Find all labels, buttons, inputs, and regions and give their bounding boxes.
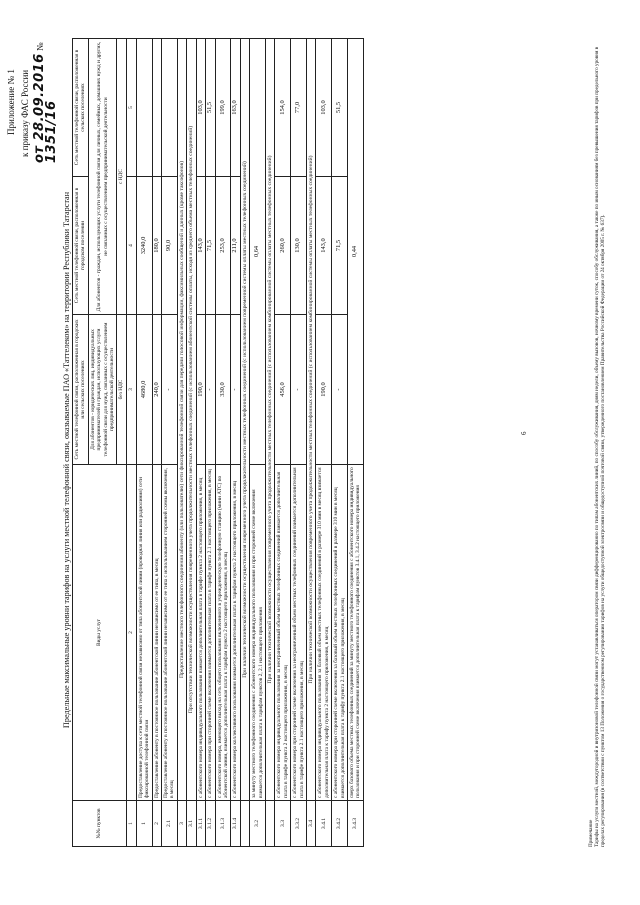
row-value: 51,5 [206, 39, 215, 177]
row-value: 77,0 [291, 39, 307, 177]
row-num: 3.1.3 [215, 801, 231, 847]
row-value: 90,0 [162, 177, 178, 315]
row-num: 3.3 [275, 801, 291, 847]
row-num: 3.4.3 [348, 801, 364, 847]
section-row: 3 Предоставление местного телефонного соединения абоненту (или пользователю) сети фиксированной телефонной связи для передачи голосовой информации, факсимильных сообщений и данных (кроме таксофонов) [177, 39, 186, 847]
row-service: Предоставление абоненту в постоянное пользование абонентской линии независимо от ее типа с использованием сторонней схемы включения, в месяц [162, 465, 178, 801]
index-cell: 4 [126, 177, 136, 315]
row-service: за минуту местного телефонного соединения с абонентского номера индивидуального пользования и при сторонней схеме включения взимается дополнительная плата к тарифам пунктов 2, 2.1 настоящего приложения [250, 465, 266, 801]
table-row [291, 39, 307, 847]
row-num: 3.1.2 [206, 801, 215, 847]
table-index-row [126, 39, 136, 847]
row-num: 3.1.1 [196, 801, 205, 847]
appendix-number-prefix: № [35, 42, 45, 52]
section-row [265, 39, 274, 847]
vat-without: без НДС [117, 315, 126, 465]
header-rural: Сеть местной телефонной связи, расположенная в сельских поселениях [73, 39, 89, 177]
row-service: с абонентского номера, имеющего выход на сеть общего пользования включенного в учрежденческую телефонную станцию (мини АТС) по абонентской линии, взимается дополнительная плата к тарифам пункта 2 настоящего приложения, в месяц [215, 465, 231, 801]
row-value: 180,0 [152, 177, 161, 315]
appendix-date-line [34, 0, 58, 163]
notes-label: Примечание [588, 819, 594, 847]
row-num: 3.4.1 [316, 801, 332, 847]
row-value: 103,0 [196, 39, 205, 177]
row-num: 3.2 [250, 801, 266, 847]
table-row [275, 39, 291, 847]
row-service: с абонентского номера индивидуального пользования за базовый объем местных телефонных соединений в размере 310 мин в месяц взимается дополнительная плата к тарифу пункта 2 настоящего приложения, в месяц [316, 465, 332, 801]
row-value: - [332, 315, 348, 465]
row-value [162, 39, 178, 177]
notes-text: Тарифы на услуги местной, междугородной и внутризоновой телефонной связи могут устанавливаться оператором связи дифференцированно по типам абонентских линий, по способу обслуживания, дням недели, объему вызовов, ночному времени суток, способу обслуживания, а также по иным основаниям без превышения тарифов при предельного уровня в пределах регулирования (в соответствии с пунктом 13 Положения о государственном регулировании тарифов на услуги общедоступной электросвязи и общедоступной почтовой связи, утвержденного постановлением Правительства Российской Федерации от 24 октября 2005 г. № 637). [594, 46, 607, 847]
table-row [196, 39, 205, 847]
index-cell: 2 [126, 465, 136, 801]
table-row [250, 39, 266, 847]
row-value [152, 39, 161, 177]
table-row [162, 39, 178, 847]
row-value: 240,0 [152, 315, 161, 465]
appendix-date: от 28.09.2016 [32, 53, 47, 163]
row-value: 190,0 [196, 315, 205, 465]
row-value: 154,0 [275, 39, 291, 177]
index-cell: 1 [126, 801, 136, 847]
row-value: 71,5 [332, 177, 348, 315]
table-header-row [73, 39, 89, 847]
row-service: с абонентского номера индивидуального пользования за неограниченный объем местных телефонных соединений взимается дополнительная плата в тарифе пункта 2 настоящего приложения, в месяц [275, 465, 291, 801]
group-citizens: Для абонентов - граждан, использующих услуги телефонной связи для личных, семейных, домашних нужд и других, не связанных с осуществлением предпринимательской деятельности [88, 39, 117, 315]
section-32-title: При наличии технической возможности осуществления повременного учета продолжительности местных телефонных соединений (с использованием повременной системы оплаты местных телефонных соединений) [240, 39, 249, 801]
row-num: 1 [136, 801, 152, 847]
group-legal: Для абонентов - юридических лиц, индивидуальных предпринимателей и граждан, использующих услуги телефонной связи для нужд, связанных с осуществлением предпринимательской деятельности [88, 315, 117, 465]
row-service: Предоставление абоненту в постоянное пользование абонентской линии независимо от ее типа, в месяц [152, 465, 161, 801]
row-value: 130,0 [291, 177, 307, 315]
row-value: - [206, 315, 215, 465]
row-value: 0,44 [348, 39, 364, 465]
table-row [136, 39, 152, 847]
header-num: №№ пунктов [73, 801, 127, 847]
appendix-order: к приказу ФАС России [20, 69, 30, 157]
vat-with: с НДС [117, 39, 126, 315]
row-value: - [291, 315, 307, 465]
header-service: Виды услуг [73, 465, 127, 801]
row-value: 143,0 [316, 177, 332, 315]
table-row [348, 39, 364, 847]
row-value: - [231, 315, 240, 465]
row-value: 456,0 [275, 315, 291, 465]
section-3-title: Предоставление местного телефонного соединения абоненту (или пользователю) сети фиксированной телефонной связи для передачи голосовой информации, факсимильных сообщений и данных (кроме таксофонов) [177, 39, 186, 801]
row-service: с абонентского номера индивидуального пользования взимается дополнительная плата в тарифе пункта 2 настоящего приложения, в месяц [196, 465, 205, 801]
row-value: 143,0 [196, 177, 205, 315]
table-row [231, 39, 240, 847]
table-row [152, 39, 161, 847]
tariff-table [72, 38, 364, 847]
table-row [206, 39, 215, 847]
row-service: с абонентского номера при сторонней схеме включения взимается дополнительная плата в тарифе пункта 2.1 настоящего приложения, в месяц [206, 465, 215, 801]
row-value: 253,0 [215, 177, 231, 315]
row-num: 3.3.2 [291, 801, 307, 847]
section-34-title: При наличии технической возможности осуществления повременного учета продолжительности местных телефонных соединений (с использованием комбинированной системы оплаты местных телефонных соединений) [306, 39, 315, 801]
row-value: 3240,0 [136, 177, 152, 315]
row-num: 3.4.2 [332, 801, 348, 847]
row-num: 3.4 [306, 801, 315, 847]
row-service: с абонентского номера при сторонней схеме включения за базовый объем местных телефонных соединений в размере 310 мин в месяц взимается дополнительная плата к тарифу пункта 2.1 настоящего приложения, в месяц [332, 465, 348, 801]
row-value: 0,64 [250, 39, 266, 465]
appendix-label: Приложение № 1 [6, 69, 16, 135]
table-row [332, 39, 348, 847]
header-urban: Сеть местной телефонной связи, расположенная в городских или сельских поселениях [73, 315, 89, 465]
row-service: сверх базового объема местных телефонных соединений за минуту местного телефонного соединения с абонентского номера индивидуального пользования и при сторонней схеме включения взимается дополнительная плата к тарифам пунктов 3.4.1, 3.4.2 настоящего приложения [348, 465, 364, 801]
document-title: Предельные максимальные уровни тарифов на услуги местной телефонной связи, оказываемые ПАО «Таттелеком» на территории Республики Татарстан [62, 191, 71, 729]
row-value: 4680,0 [136, 315, 152, 465]
table-row [215, 39, 231, 847]
notes-block [588, 39, 607, 847]
section-31-title: При отсутствии технической возможности осуществления повременного учета продолжительности местных телефонных соединений (с использованием абонентской системы оплаты, исходя из среднего объема местных телефонных соединений) [187, 39, 196, 801]
row-num: 3.1.4 [231, 801, 240, 847]
row-value: - [162, 315, 178, 465]
table-row [316, 39, 332, 847]
row-value: 163,0 [231, 39, 240, 177]
section-row [240, 39, 249, 847]
row-value: 260,0 [275, 177, 291, 315]
row-value: 330,0 [215, 315, 231, 465]
row-value [136, 39, 152, 177]
row-value: 211,0 [231, 177, 240, 315]
row-num: 2.1 [162, 801, 178, 847]
appendix-number: 1351/16 [44, 100, 59, 163]
index-cell: 3 [126, 315, 136, 465]
row-value: 190,0 [316, 315, 332, 465]
row-value: 51,5 [332, 39, 348, 177]
section-row [306, 39, 315, 847]
row-num: 2 [152, 801, 161, 847]
header-urban-settlement: Сеть местной телефонной связи, расположенная в городском поселении [73, 177, 89, 315]
index-cell: 5 [126, 39, 136, 177]
row-service: с абонентского номера при сторонней схеме включения за неограниченный объем местных телефонных соединений взимается дополнительная плата в тарифе пункта 2.1 настоящего приложения, в месяц [291, 465, 307, 801]
row-service: Предоставление доступа к сети местной телефонной связи независимо от типа абонентской линии (проводная линия или радиолиния) сети фиксированной телефонной связи [136, 465, 152, 801]
section-row: 3.1 При отсутствии технической возможности осуществления повременного учета продолжительности местных телефонных соединений (с использованием абонентской системы оплаты, исходя из среднего объема местных телефонных соединений) [187, 39, 196, 847]
row-value: 71,5 [206, 177, 215, 315]
row-value: 103,0 [316, 39, 332, 177]
section-33-title: При наличии технической возможности осуществления повременного учета продолжительности местных телефонных соединений (с использованием комбинированной системы оплаты местных телефонных соединений) [265, 39, 274, 801]
row-service: с абонентского номера коллективного пользования взимается дополнительная плата к тарифам пункта 2 настоящего приложения, в месяц [231, 465, 240, 801]
row-value: 199,0 [215, 39, 231, 177]
page-number: 6 [520, 431, 528, 435]
